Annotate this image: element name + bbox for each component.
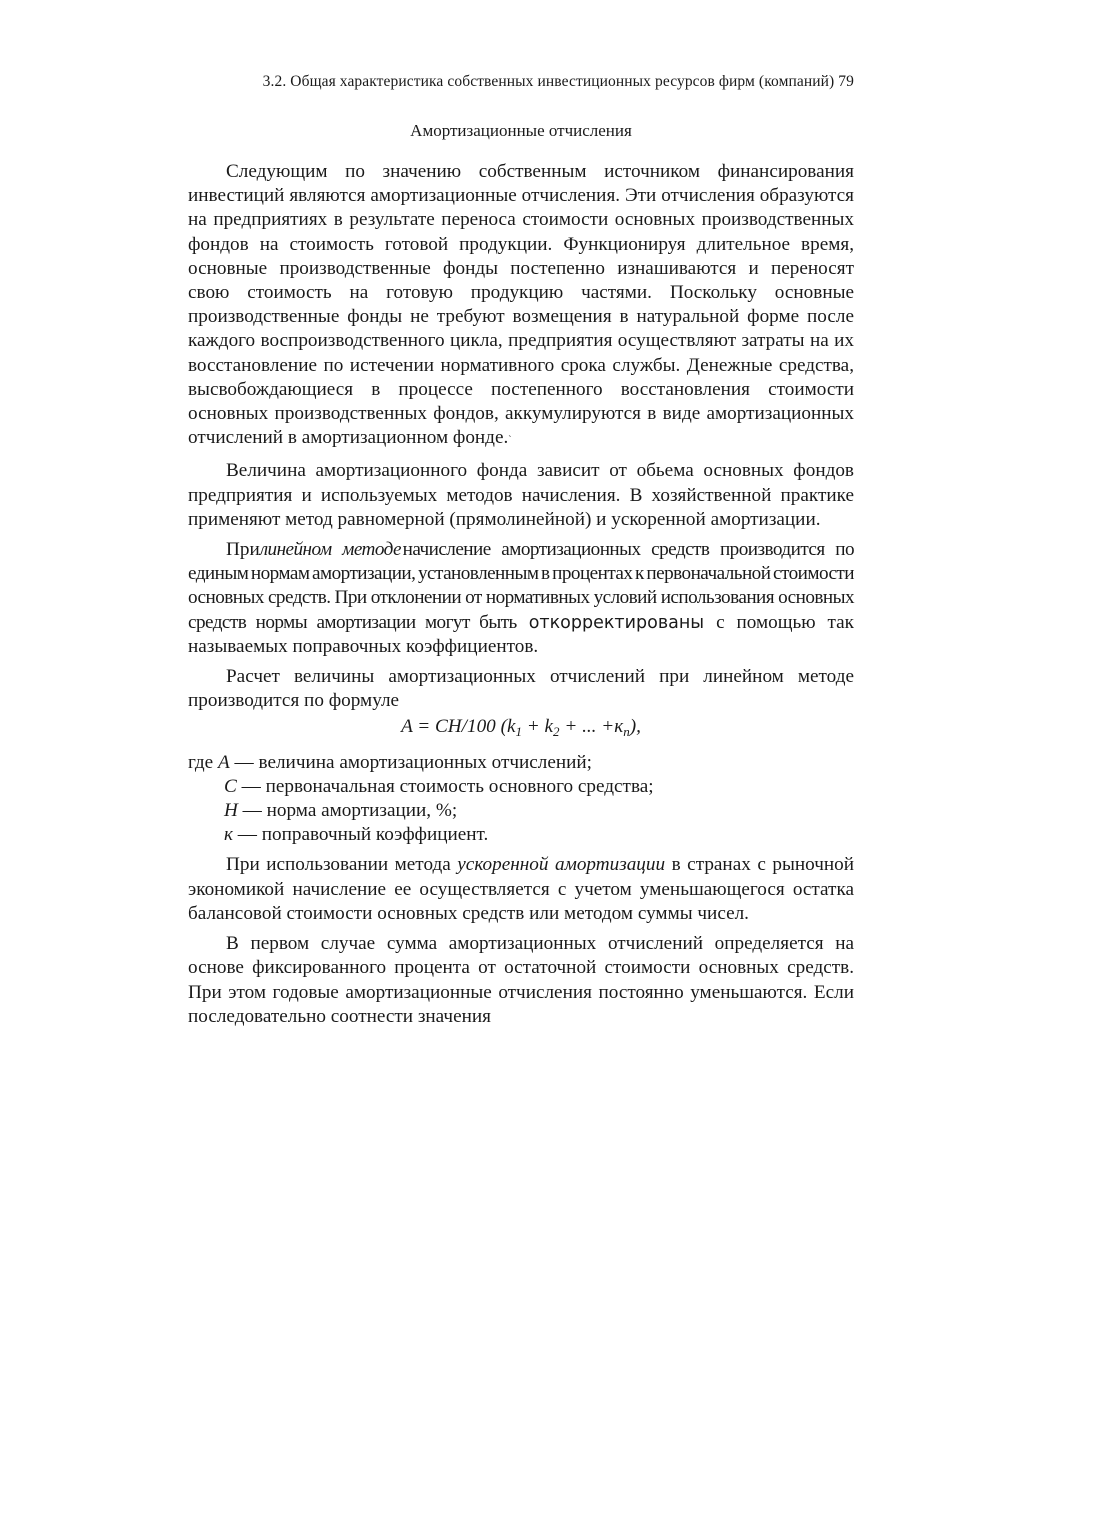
formula-sub-2: 2 (553, 724, 560, 740)
linear-method-term: линейном методе (259, 539, 401, 561)
formula-end: + ... +к (559, 716, 624, 738)
definition-a (188, 751, 854, 775)
formula-sub-1: 1 (515, 724, 522, 740)
definition-c (188, 775, 854, 799)
paragraph-sources-text: Следующим по значению собственным источником финансирования инвестиций являются амортизационные отчисления. Эти отчисления образуются на предприятиях в результате переноса стоимости основных производственных фондов на стоимость готовой продукции. Функционируя длительное время, основные производственные фонды постепенно изнашиваются и переносят свою стоимость на готовую продукцию частями. Поскольку основные производственные фонды не требуют возмещения в натуральной форме после каждого воспроизводственного цикла, предприятия осуществляют затраты на их восстановление по истечении нормативного срока службы. Денежные средства, высвобождающиеся в процессе постепенного восстановления стоимости основных производственных фондов, аккумулируются в виде амортизационных отчислений в амортизационном фонде. (188, 161, 854, 449)
definition-a-text: — величина амортизационных отчислений; (234, 751, 593, 773)
formula-main: A = CH/100 (k (401, 716, 516, 738)
formula-close: ), (629, 716, 641, 738)
accelerated-pre: При использовании метода (226, 854, 451, 876)
definition-k (188, 823, 854, 847)
paragraph-accelerated (188, 853, 854, 926)
linear-post: начисление амортизационных средств производится по единым нормам амортизации, установленным в процентах к первоначальной стоимости основных средств. При отклонении от нормативных условий использования основных средств нормы амортизации могут быть (188, 539, 854, 633)
linear-pre: При (226, 539, 260, 561)
var-a: A (218, 751, 230, 773)
paragraph-first-case: В первом случае сумма амортизационных отчислений определяется на основе фиксированного процента от остаточной стоимости основных средств. При этом годовые амортизационные отчисления постоянно уменьшаются. Если последовательно соотнести значения (188, 933, 854, 1027)
section-title: Амортизационные отчисления (410, 121, 632, 140)
var-c: C (224, 775, 237, 797)
formula-mid: + k (521, 716, 554, 738)
accelerated-term: ускоренной амортизации (457, 854, 666, 876)
linear-tail: с помощью так называемых поправочных коэффициентов. (188, 611, 854, 657)
var-k: к (224, 824, 233, 846)
paragraph-formula-intro: Расчет величины амортизационных отчислений при линейном методе производится по формуле (188, 666, 854, 712)
definition-h (188, 799, 854, 823)
definition-k-text: — поправочный коэффициент. (237, 824, 489, 846)
formula-sub-n: n (623, 724, 630, 740)
definitions (188, 751, 854, 848)
book-page (188, 72, 854, 1035)
linear-word: откорректированы (528, 612, 705, 633)
definition-h-text: — норма амортизации, %; (242, 800, 458, 822)
paragraph-linear-method (188, 538, 854, 659)
formula (188, 715, 854, 744)
var-h: H (224, 800, 238, 822)
stray-mark: ` (508, 435, 512, 447)
paragraph-sources (188, 160, 854, 453)
definition-prefix: где (188, 751, 214, 773)
definition-c-text: — первоначальная стоимость основного средства; (241, 775, 654, 797)
accelerated-post: в странах с рыночной экономикой начисление ее осуществляется с учетом уменьшающегося остатка балансовой стоимости основных средств или методом суммы чисел. (188, 854, 854, 924)
paragraph-fund-size: Величина амортизационного фонда зависит от обьема основных фондов предприятия и используемых методов начисления. В хозяйственной практике применяют метод равномерной (прямолинейной) и ускоренной амортизации. (188, 460, 854, 530)
running-head: 3.2. Общая характеристика собственных инвестиционных ресурсов фирм (компаний) 79 (262, 73, 854, 90)
